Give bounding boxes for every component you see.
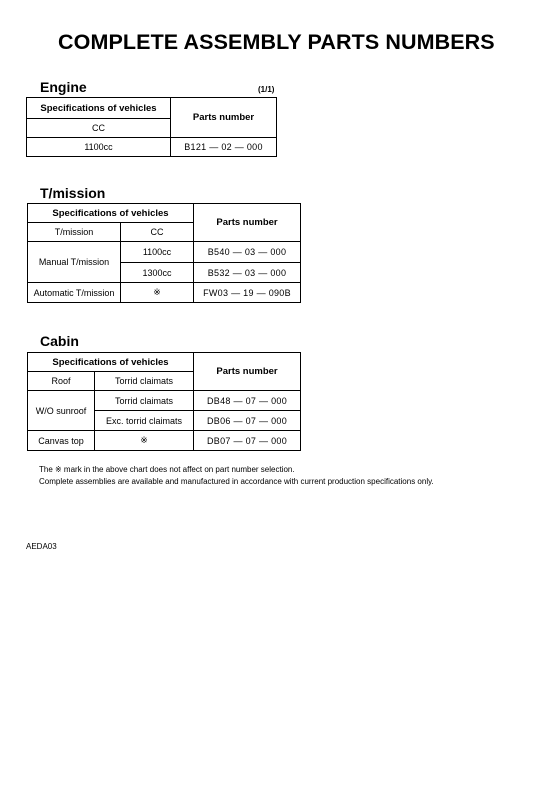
tmission-table [27, 203, 301, 303]
note-line: The ※ mark in the above chart does not affect on part number selection. [39, 465, 295, 474]
tmission-col1-header: T/mission [28, 223, 121, 242]
tmission-cc-header: CC [121, 223, 194, 242]
tmission-parts-header: Parts number [194, 204, 301, 242]
engine-part-number: B121 — 02 — 000 [171, 138, 277, 157]
cabin-climate-cell: Exc. torrid claimats [95, 411, 194, 431]
cabin-table [27, 352, 301, 451]
tmission-part-number: B532 — 03 — 000 [194, 263, 301, 283]
document-code: AEDA03 [26, 542, 57, 551]
cabin-parts-header: Parts number [194, 353, 301, 391]
table-row [28, 391, 301, 411]
cabin-spec-header: Specifications of vehicles [28, 353, 194, 372]
cabin-climate-cell: ※ [95, 431, 194, 451]
page-indicator: (1/1) [258, 85, 275, 94]
table-row [28, 283, 301, 303]
cabin-canvas-label: Canvas top [28, 431, 95, 451]
note-line: Complete assemblies are available and manufactured in accordance with current production specifications only. [39, 477, 434, 486]
tmission-heading: T/mission [40, 185, 106, 201]
tmission-cc-cell: ※ [121, 283, 194, 303]
tmission-cc-cell: 1300cc [121, 263, 194, 283]
tmission-part-number: B540 — 03 — 000 [194, 242, 301, 263]
table-row [28, 242, 301, 263]
cabin-heading: Cabin [40, 333, 79, 349]
cabin-part-number: DB07 — 07 — 000 [194, 431, 301, 451]
table-row [27, 138, 277, 157]
engine-cc-header: CC [27, 119, 171, 138]
tmission-automatic-label: Automatic T/mission [28, 283, 121, 303]
page-title: COMPLETE ASSEMBLY PARTS NUMBERS [58, 30, 495, 54]
engine-heading: Engine [40, 79, 87, 95]
tmission-cc-cell: 1100cc [121, 242, 194, 263]
cabin-wo-sunroof-label: W/O sunroof [28, 391, 95, 431]
cabin-roof-header: Roof [28, 372, 95, 391]
cabin-part-number: DB06 — 07 — 000 [194, 411, 301, 431]
engine-table [26, 97, 277, 157]
tmission-manual-label: Manual T/mission [28, 242, 121, 283]
engine-cc-cell: 1100cc [27, 138, 171, 157]
cabin-part-number: DB48 — 07 — 000 [194, 391, 301, 411]
engine-parts-header: Parts number [171, 98, 277, 138]
tmission-part-number: FW03 — 19 — 090B [194, 283, 301, 303]
tmission-spec-header: Specifications of vehicles [28, 204, 194, 223]
cabin-climate-cell: Torrid claimats [95, 391, 194, 411]
engine-spec-header: Specifications of vehicles [27, 98, 171, 119]
cabin-climate-header: Torrid claimats [95, 372, 194, 391]
table-row [28, 431, 301, 451]
